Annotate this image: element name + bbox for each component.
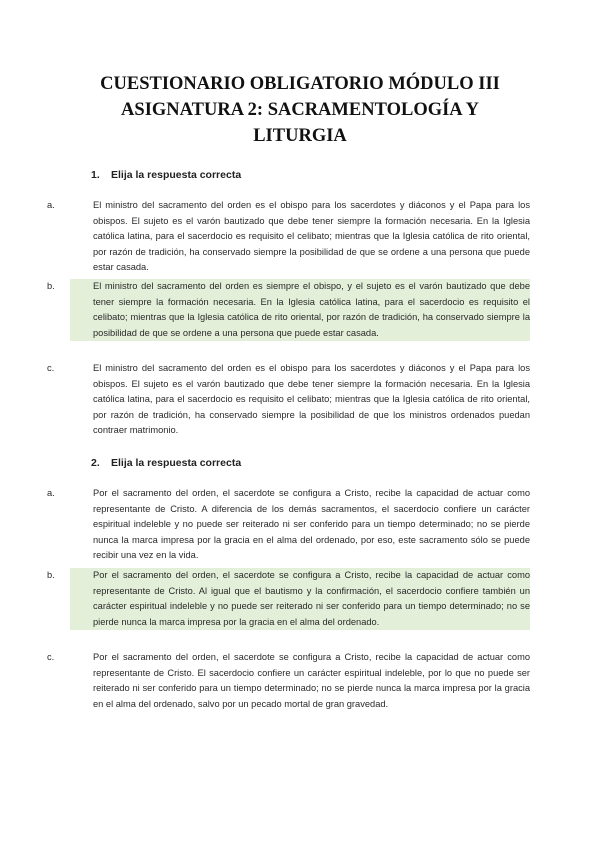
title-line: ASIGNATURA 2: SACRAMENTOLOGÍA Y — [121, 100, 479, 120]
title-line: CUESTIONARIO OBLIGATORIO MÓDULO III — [100, 74, 500, 94]
option-text: El ministro del sacramento del orden es el obispo para los sacerdotes y diáconos y el Papa para los obispos. El sujeto es el varón bautizado que debe tener siempre la formación necesaria. En la Iglesia católica latina, para el sacerdocio es requisito el celibato; mientras que la Iglesia católica de rito oriental, por razón de tradición, ha conservado siempre la posibilidad de que se ordene a una persona que puede estar casada. — [93, 200, 530, 272]
question-2-heading — [91, 457, 241, 469]
question-2-option-a[interactable]: a. Por el sacramento del orden, el sacerdote se configura a Cristo, recibe la capacidad de actuar como representante de Cristo. A diferencia de los demás sacramentos, el sacerdocio confiere un carácter espiritual indeleble y no puede ser reiterado ni ser conferido para un tiempo determinado; no se pierde nunca la marca impresa por la gracia en el alma del ordenado, por eso, este sacramento sólo se puede recibir una vez en la vida. — [47, 488, 530, 560]
document-title — [60, 71, 540, 149]
question-number: 2. — [91, 457, 100, 469]
question-2-option-c[interactable]: c. Por el sacramento del orden, el sacerdote se configura a Cristo, recibe la capacidad de actuar como representante de Cristo. El sacerdocio confiere un carácter espiritual indeleble, por lo que no puede ser reiterado ni ser conferido para un tiempo determinado; no se pierde nunca la marca impresa por la gracia en el alma del ordenado, salvo por un pecado mortal de gran gravedad. — [47, 652, 530, 709]
question-2-option-b[interactable]: b. Por el sacramento del orden, el sacerdote se configura a Cristo, recibe la capacidad de actuar como representante de Cristo. Al igual que el bautismo y la confirmación, el sacerdocio confiere también un carácter espiritual indeleble y no puede ser reiterado ni ser conferido para un tiempo determinado; no se pierde nunca la marca impresa por la gracia en el alma del ordenado. — [70, 568, 530, 630]
option-text: Por el sacramento del orden, el sacerdote se configura a Cristo, recibe la capacidad de actuar como representante de Cristo. Al igual que el bautismo y la confirmación, el sacerdocio confiere también un carácter espiritual indeleble y no puede ser reiterado ni ser conferido para un tiempo determinado; no se pierde nunca la marca impresa por la gracia en el alma del ordenado. — [93, 570, 530, 627]
option-text: Por el sacramento del orden, el sacerdote se configura a Cristo, recibe la capacidad de actuar como representante de Cristo. El sacerdocio confiere un carácter espiritual indeleble, por lo que no puede ser reiterado ni ser conferido para un tiempo determinado; no se pierde nunca la marca impresa por la gracia en el alma del ordenado, salvo por un pecado mortal de gran gravedad. — [93, 652, 530, 709]
question-heading-text: Elija la respuesta correcta — [111, 169, 242, 181]
question-heading-text: Elija la respuesta correcta — [111, 457, 242, 469]
question-1-option-c[interactable]: c. El ministro del sacramento del orden es el obispo para los sacerdotes y diáconos y el Papa para los obispos. El sujeto es el varón bautizado que debe tener siempre la formación necesaria. En la Iglesia católica latina, para el sacerdocio es requisito el celibato; mientras que la Iglesia católica de rito oriental, por razón de tradición, ha conservado siempre la posibilidad de que los ministros ordenados puedan contraer matrimonio. — [47, 363, 530, 435]
question-1-heading — [91, 169, 241, 181]
option-text: Por el sacramento del orden, el sacerdote se configura a Cristo, recibe la capacidad de actuar como representante de Cristo. A diferencia de los demás sacramentos, el sacerdocio confiere un carácter espiritual indeleble y no puede ser reiterado ni ser conferido para un tiempo determinado; no se pierde nunca la marca impresa por la gracia en el alma del ordenado, por eso, este sacramento sólo se puede recibir una vez en la vida. — [93, 488, 530, 560]
option-text: El ministro del sacramento del orden es siempre el obispo, y el sujeto es el varón bautizado que debe tener siempre la formación necesaria. En la Iglesia católica latina, para el sacerdocio es requisito el celibato; mientras que la Iglesia católica de rito oriental, por razón de tradición, ha conservado siempre la posibilidad de que se ordene a una persona que puede estar casada. — [93, 281, 530, 338]
title-line: LITURGIA — [253, 126, 347, 146]
question-1-option-b[interactable]: b. El ministro del sacramento del orden es siempre el obispo, y el sujeto es el varón bautizado que debe tener siempre la formación necesaria. En la Iglesia católica latina, para el sacerdocio es requisito el celibato; mientras que la Iglesia católica de rito oriental, por razón de tradición, ha conservado siempre la posibilidad de que se ordene a una persona que puede estar casada. — [70, 279, 530, 341]
question-number: 1. — [91, 169, 100, 181]
option-text: El ministro del sacramento del orden es el obispo para los sacerdotes y diáconos y el Papa para los obispos. El sujeto es el varón bautizado que debe tener siempre la formación necesaria. En la Iglesia católica latina, para el sacerdocio es requisito el celibato; mientras que la Iglesia católica de rito oriental, por razón de tradición, ha conservado siempre la posibilidad de que los ministros ordenados puedan contraer matrimonio. — [93, 363, 530, 435]
question-1-option-a[interactable]: a. El ministro del sacramento del orden es el obispo para los sacerdotes y diáconos y el Papa para los obispos. El sujeto es el varón bautizado que debe tener siempre la formación necesaria. En la Iglesia católica latina, para el sacerdocio es requisito el celibato; mientras que la Iglesia católica de rito oriental, por razón de tradición, ha conservado siempre la posibilidad de que se ordene a una persona que puede estar casada. — [47, 200, 530, 272]
